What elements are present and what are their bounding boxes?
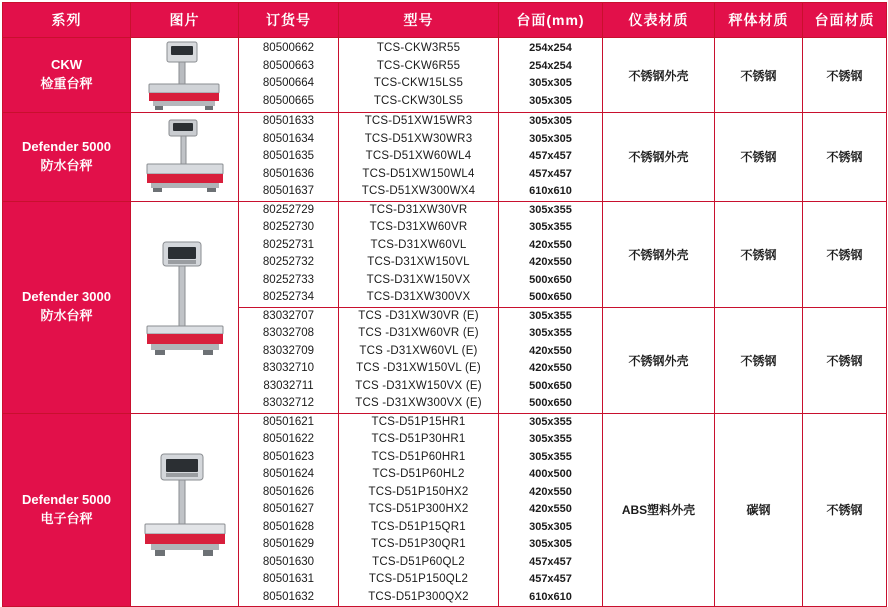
platform-size: 500x650 bbox=[529, 379, 572, 392]
order-numbers-ckw bbox=[239, 38, 339, 113]
platform-size: 500x650 bbox=[529, 273, 572, 286]
order-number: 80501623 bbox=[262, 450, 315, 463]
models-d5000-ind bbox=[339, 413, 499, 607]
order-number: 80500664 bbox=[262, 77, 315, 89]
series-name: Defender 5000 bbox=[22, 138, 111, 154]
header-order-number: 订货号 bbox=[239, 3, 339, 38]
order-number: 80252729 bbox=[262, 203, 315, 216]
platform-size: 254x254 bbox=[529, 59, 572, 72]
model-name: TCS-CKW6R55 bbox=[376, 59, 461, 72]
surface-material-d5000-ind: 不锈钢 bbox=[803, 413, 887, 607]
indicator-material-d3000-wp-b: 不锈钢外壳 bbox=[603, 307, 715, 413]
body-material-d3000-wp-b: 不锈钢 bbox=[715, 307, 803, 413]
spec-table-page bbox=[0, 2, 888, 603]
order-numbers-d3000-wp-a bbox=[239, 201, 339, 307]
table-row bbox=[3, 201, 887, 307]
model-name: TCS-D51XW30WR3 bbox=[364, 132, 473, 145]
product-photo-d5000-ind bbox=[131, 413, 239, 607]
platform-sizes-ckw bbox=[499, 38, 603, 113]
order-number: 80501629 bbox=[262, 538, 315, 550]
surface-material-d3000-wp-a: 不锈钢 bbox=[803, 201, 887, 307]
indicator-material-d3000-wp-a: 不锈钢外壳 bbox=[603, 201, 715, 307]
surface-material-d5000-wp: 不锈钢 bbox=[803, 113, 887, 202]
platform-size: 305x305 bbox=[529, 115, 572, 127]
header-surface-material: 台面材质 bbox=[803, 3, 887, 38]
bench-scale-icon bbox=[137, 38, 233, 112]
body-material-d5000-ind: 碳钢 bbox=[715, 413, 803, 607]
model-name: TCS-D31XW60VL bbox=[370, 238, 467, 251]
table-header bbox=[3, 3, 887, 38]
series-subtitle: 电子台秤 bbox=[40, 510, 93, 526]
platform-size: 610x610 bbox=[529, 185, 572, 197]
model-name: TCS-D51XW300WX4 bbox=[361, 185, 476, 197]
platform-size: 610x610 bbox=[529, 590, 572, 603]
surface-material-ckw: 不锈钢 bbox=[803, 38, 887, 113]
platform-size: 457x457 bbox=[529, 150, 572, 162]
platform-size: 305x305 bbox=[529, 538, 572, 550]
table-row bbox=[3, 113, 887, 202]
surface-material-d3000-wp-b: 不锈钢 bbox=[803, 307, 887, 413]
order-number: 83032707 bbox=[262, 309, 315, 322]
model-name: TCS-D31XW150VX bbox=[366, 273, 471, 286]
order-number: 80501632 bbox=[262, 590, 315, 603]
series-cell-ckw bbox=[3, 38, 131, 113]
model-name: TCS-D51P15QR1 bbox=[371, 520, 466, 533]
platform-size: 420x550 bbox=[529, 344, 572, 357]
platform-size: 420x550 bbox=[529, 503, 572, 515]
models-d3000-wp-a bbox=[339, 201, 499, 307]
model-name: TCS-D51XW150WL4 bbox=[362, 167, 475, 180]
platform-size: 500x650 bbox=[529, 397, 572, 409]
order-number: 80501634 bbox=[262, 132, 315, 145]
model-name: TCS-D51XW60WL4 bbox=[365, 150, 472, 162]
model-name: TCS-CKW3R55 bbox=[376, 42, 461, 54]
model-name: TCS-CKW15LS5 bbox=[373, 77, 464, 89]
model-name: TCS -D31XW300VX (E) bbox=[355, 397, 482, 409]
order-numbers-d5000-ind bbox=[239, 413, 339, 607]
order-number: 83032711 bbox=[263, 379, 314, 392]
models-ckw bbox=[339, 38, 499, 113]
table-row bbox=[3, 38, 887, 113]
platform-size: 420x550 bbox=[529, 362, 572, 374]
series-cell-d5000-ind bbox=[3, 413, 131, 607]
series-subtitle: 检重台秤 bbox=[40, 76, 93, 91]
order-number: 80501631 bbox=[262, 573, 315, 585]
order-number: 80500665 bbox=[262, 94, 315, 107]
order-number: 80252730 bbox=[262, 221, 315, 233]
order-number: 80501630 bbox=[262, 555, 315, 568]
order-numbers-d3000-wp-b bbox=[239, 307, 339, 413]
platform-size: 400x500 bbox=[529, 468, 572, 480]
platform-size: 305x305 bbox=[529, 520, 572, 533]
order-number: 80501622 bbox=[262, 433, 315, 445]
model-name: TCS-D51P60QL2 bbox=[372, 555, 465, 568]
scale-illustration-d5000-wp bbox=[133, 118, 237, 196]
model-name: TCS -D31XW60VL (E) bbox=[359, 344, 478, 357]
model-name: TCS-D31XW150VL bbox=[367, 256, 470, 268]
platform-size: 420x550 bbox=[529, 238, 572, 251]
order-number: 80500662 bbox=[262, 42, 315, 54]
scale-illustration-ckw bbox=[133, 38, 237, 112]
column-scale-icon bbox=[135, 440, 235, 580]
model-name: TCS-D51P30HR1 bbox=[371, 433, 466, 445]
order-number: 83032710 bbox=[262, 362, 315, 374]
platform-size: 500x650 bbox=[529, 291, 572, 303]
order-number: 80252731 bbox=[262, 238, 315, 251]
model-name: TCS-D51XW15WR3 bbox=[364, 115, 473, 127]
platform-size: 305x305 bbox=[529, 77, 572, 89]
series-name: Defender 3000 bbox=[22, 289, 111, 305]
model-name: TCS-D51P60HL2 bbox=[372, 468, 465, 480]
model-name: TCS-D31XW60VR bbox=[369, 221, 468, 233]
platform-size: 305x355 bbox=[529, 327, 572, 339]
platform-size: 305x355 bbox=[529, 433, 572, 445]
order-number: 80501626 bbox=[262, 485, 315, 498]
platform-sizes-d5000-wp bbox=[499, 113, 603, 202]
model-name: TCS -D31XW30VR (E) bbox=[358, 309, 479, 322]
model-name: TCS-D51P60HR1 bbox=[371, 450, 466, 463]
platform-sizes-d3000-wp-b bbox=[499, 307, 603, 413]
platform-sizes-d5000-ind bbox=[499, 413, 603, 607]
platform-size: 305x355 bbox=[529, 415, 572, 428]
model-name: TCS-D51P150HX2 bbox=[368, 485, 469, 498]
models-d5000-wp bbox=[339, 113, 499, 202]
platform-size: 305x305 bbox=[529, 94, 572, 107]
column-scale-icon bbox=[135, 232, 235, 382]
indicator-material-ckw: 不锈钢外壳 bbox=[603, 38, 715, 113]
platform-sizes-d3000-wp-a bbox=[499, 201, 603, 307]
order-number: 80252732 bbox=[262, 256, 315, 268]
body-material-ckw: 不锈钢 bbox=[715, 38, 803, 113]
models-d3000-wp-b bbox=[339, 307, 499, 413]
series-subtitle: 防水台秤 bbox=[40, 157, 93, 173]
indicator-material-d5000-wp: 不锈钢外壳 bbox=[603, 113, 715, 202]
product-photo-d3000-wp bbox=[131, 201, 239, 413]
order-number: 80252733 bbox=[262, 273, 315, 286]
model-name: TCS-D51P30QR1 bbox=[371, 538, 466, 550]
model-name: TCS-D51P300HX2 bbox=[368, 503, 469, 515]
header-indicator-material: 仪表材质 bbox=[603, 3, 715, 38]
order-number: 80252734 bbox=[262, 291, 315, 303]
header-model: 型号 bbox=[339, 3, 499, 38]
order-number: 80501637 bbox=[262, 185, 315, 197]
order-number: 80501628 bbox=[262, 520, 315, 533]
series-subtitle: 防水台秤 bbox=[40, 308, 93, 323]
header-body-material: 秤体材质 bbox=[715, 3, 803, 38]
platform-size: 305x355 bbox=[529, 450, 572, 463]
bench-scale-icon bbox=[137, 118, 233, 196]
platform-size: 420x550 bbox=[529, 485, 572, 498]
table-row bbox=[3, 413, 887, 607]
order-number: 80501633 bbox=[262, 115, 315, 127]
platform-size: 305x305 bbox=[529, 132, 572, 145]
series-cell-d5000-wp bbox=[3, 113, 131, 202]
header-platform-size: 台面(mm) bbox=[499, 3, 603, 38]
indicator-material-d5000-ind: ABS塑料外壳 bbox=[603, 413, 715, 607]
order-number: 80501624 bbox=[262, 468, 315, 480]
model-name: TCS -D31XW150VX (E) bbox=[355, 379, 482, 392]
platform-size: 457x457 bbox=[529, 167, 572, 180]
order-number: 83032712 bbox=[262, 397, 315, 409]
platform-size: 457x457 bbox=[529, 573, 572, 585]
product-photo-ckw bbox=[131, 38, 239, 113]
table-body bbox=[3, 38, 887, 607]
order-number: 83032708 bbox=[262, 327, 315, 339]
order-number: 83032709 bbox=[262, 344, 315, 357]
series-name: Defender 5000 bbox=[22, 491, 111, 507]
platform-size: 305x355 bbox=[529, 221, 572, 233]
order-number: 80501627 bbox=[262, 503, 315, 515]
platform-size: 254x254 bbox=[529, 42, 572, 54]
body-material-d3000-wp-a: 不锈钢 bbox=[715, 201, 803, 307]
model-name: TCS -D31XW60VR (E) bbox=[358, 327, 479, 339]
header-row bbox=[3, 3, 887, 38]
body-material-d5000-wp: 不锈钢 bbox=[715, 113, 803, 202]
order-numbers-d5000-wp bbox=[239, 113, 339, 202]
order-number: 80500663 bbox=[262, 59, 315, 72]
product-photo-d5000-wp bbox=[131, 113, 239, 202]
model-name: TCS-CKW30LS5 bbox=[373, 94, 464, 107]
header-photo: 图片 bbox=[131, 3, 239, 38]
order-number: 80501636 bbox=[262, 167, 315, 180]
scale-illustration-d3000-wp bbox=[133, 232, 237, 382]
order-number: 80501621 bbox=[262, 415, 315, 428]
model-name: TCS-D31XW300VX bbox=[366, 291, 471, 303]
model-name: TCS-D51P300QX2 bbox=[368, 590, 469, 603]
order-number: 80501635 bbox=[262, 150, 315, 162]
platform-size: 305x355 bbox=[529, 203, 572, 216]
model-name: TCS-D31XW30VR bbox=[369, 203, 468, 216]
model-name: TCS -D31XW150VL (E) bbox=[356, 362, 481, 374]
model-name: TCS-D51P15HR1 bbox=[371, 415, 466, 428]
header-series: 系列 bbox=[3, 3, 131, 38]
model-name: TCS-D51P150QL2 bbox=[368, 573, 469, 585]
series-name: CKW bbox=[50, 57, 83, 73]
product-spec-table bbox=[2, 2, 887, 607]
platform-size: 420x550 bbox=[529, 256, 572, 268]
platform-size: 457x457 bbox=[529, 555, 572, 568]
series-cell-d3000-wp bbox=[3, 201, 131, 413]
scale-illustration-d5000-ind bbox=[133, 440, 237, 580]
platform-size: 305x355 bbox=[529, 309, 572, 322]
